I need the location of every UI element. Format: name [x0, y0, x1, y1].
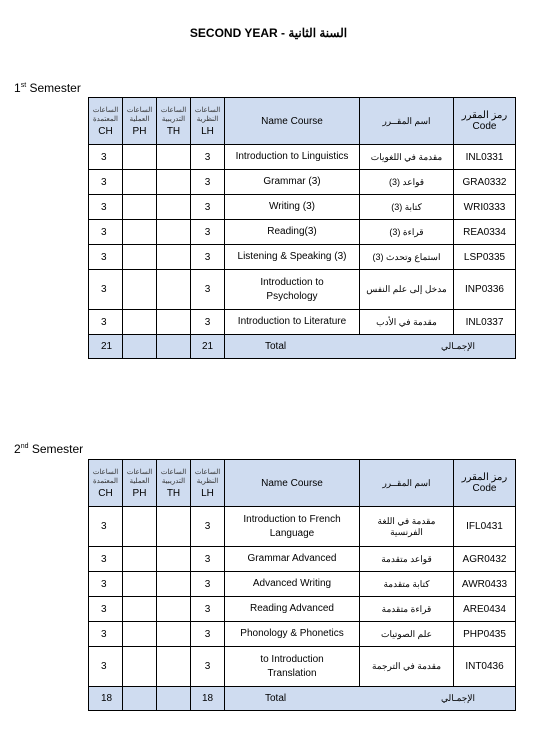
- cell-ph: [123, 310, 157, 335]
- table-header-row: [89, 98, 516, 145]
- cell-th: [157, 507, 191, 547]
- cell-code: LSP0335: [454, 245, 516, 270]
- header-name-ar: اسم المقــرر: [360, 98, 454, 145]
- header-code: رمز المقرر Code: [454, 460, 516, 507]
- cell-ph: [123, 622, 157, 647]
- cell-ph: [123, 220, 157, 245]
- table-row: [89, 547, 516, 572]
- cell-lh: 3: [191, 647, 225, 687]
- header-code: رمز المقرر Code: [454, 98, 516, 145]
- cell-course-name-ar: مقدمة في الترجمة: [360, 647, 454, 687]
- table-row: [89, 597, 516, 622]
- cell-ph: [123, 270, 157, 310]
- total-th: [157, 687, 191, 711]
- total-label-cell: [225, 687, 516, 711]
- total-ph: [123, 687, 157, 711]
- cell-code: INL0337: [454, 310, 516, 335]
- semester-2-table: [88, 459, 516, 711]
- cell-th: [157, 597, 191, 622]
- header-th: الساعات التدريبية TH: [157, 98, 191, 145]
- semester-1-number: 1: [14, 81, 21, 95]
- header-lh: الساعات النظرية LH: [191, 98, 225, 145]
- cell-course-name: Introduction to French Language: [225, 507, 360, 547]
- cell-lh: 3: [191, 145, 225, 170]
- semester-2-text: Semester: [28, 442, 84, 456]
- cell-code: PHP0435: [454, 622, 516, 647]
- cell-ph: [123, 507, 157, 547]
- cell-lh: 3: [191, 245, 225, 270]
- cell-ph: [123, 145, 157, 170]
- cell-course-name-ar: مقدمة في اللغويات: [360, 145, 454, 170]
- cell-ph: [123, 547, 157, 572]
- cell-code: IFL0431: [454, 507, 516, 547]
- cell-lh: 3: [191, 195, 225, 220]
- table-row: [89, 572, 516, 597]
- cell-course-name-ar: قواعد (3): [360, 170, 454, 195]
- cell-ch: 3: [89, 195, 123, 220]
- cell-code: REA0334: [454, 220, 516, 245]
- cell-lh: 3: [191, 597, 225, 622]
- cell-lh: 3: [191, 270, 225, 310]
- table-total-row: [89, 687, 516, 711]
- cell-lh: 3: [191, 622, 225, 647]
- cell-th: [157, 270, 191, 310]
- table-row: [89, 195, 516, 220]
- table-row: [89, 622, 516, 647]
- cell-ch: 3: [89, 245, 123, 270]
- cell-ph: [123, 572, 157, 597]
- cell-course-name-ar: مدخل إلى علم النفس: [360, 270, 454, 310]
- semester-2-suffix: nd: [20, 443, 29, 450]
- cell-course-name-ar: كتابة (3): [360, 195, 454, 220]
- semester-2-heading: [14, 442, 83, 456]
- header-ch: الساعات المعتمدة CH: [89, 98, 123, 145]
- cell-th: [157, 220, 191, 245]
- cell-lh: 3: [191, 220, 225, 245]
- cell-ch: 3: [89, 572, 123, 597]
- cell-course-name: Introduction to Literature: [225, 310, 360, 335]
- header-ch: الساعات المعتمدة CH: [89, 460, 123, 507]
- cell-code: INL0331: [454, 145, 516, 170]
- cell-code: AWR0433: [454, 572, 516, 597]
- cell-ph: [123, 597, 157, 622]
- cell-code: WRI0333: [454, 195, 516, 220]
- cell-lh: 3: [191, 547, 225, 572]
- cell-code: GRA0332: [454, 170, 516, 195]
- total-label-cell: [225, 335, 516, 359]
- total-th: [157, 335, 191, 359]
- page-title: SECOND YEAR - السنة الثانية: [189, 26, 348, 40]
- cell-course-name-ar: مقدمة في اللغة الفرنسية: [360, 507, 454, 547]
- cell-ph: [123, 245, 157, 270]
- semester-1-table: [88, 97, 516, 359]
- table-row: [89, 220, 516, 245]
- cell-code: INT0436: [454, 647, 516, 687]
- semester-1-heading: [14, 81, 81, 95]
- semester-2-number: 2: [14, 442, 21, 456]
- total-lh: 21: [191, 335, 225, 359]
- table-row: [89, 145, 516, 170]
- cell-th: [157, 310, 191, 335]
- cell-th: [157, 145, 191, 170]
- cell-course-name-ar: مقدمة في الأدب: [360, 310, 454, 335]
- cell-course-name: Grammar Advanced: [225, 547, 360, 572]
- total-lh: 18: [191, 687, 225, 711]
- total-label: Total: [265, 693, 287, 704]
- cell-course-name: Phonology & Phonetics: [225, 622, 360, 647]
- header-name-course: Name Course: [225, 460, 360, 507]
- cell-ch: 3: [89, 597, 123, 622]
- cell-lh: 3: [191, 572, 225, 597]
- cell-ch: 3: [89, 507, 123, 547]
- cell-th: [157, 245, 191, 270]
- cell-code: ARE0434: [454, 597, 516, 622]
- header-name-ar: اسم المقــرر: [360, 460, 454, 507]
- total-ph: [123, 335, 157, 359]
- table-row: [89, 270, 516, 310]
- cell-course-name-ar: استماع وتحدث (3): [360, 245, 454, 270]
- cell-code: AGR0432: [454, 547, 516, 572]
- table-row: [89, 245, 516, 270]
- cell-course-name: to Introduction Translation: [225, 647, 360, 687]
- cell-th: [157, 572, 191, 597]
- header-ph: الساعات العملية PH: [123, 460, 157, 507]
- cell-course-name-ar: قراءة متقدمة: [360, 597, 454, 622]
- cell-ch: 3: [89, 310, 123, 335]
- cell-th: [157, 647, 191, 687]
- header-name-course: Name Course: [225, 98, 360, 145]
- cell-ch: 3: [89, 622, 123, 647]
- semester-1-text: Semester: [26, 81, 81, 95]
- total-label-ar: الإجمـالي: [440, 693, 475, 703]
- cell-course-name: Grammar (3): [225, 170, 360, 195]
- cell-course-name-ar: علم الصوتيات: [360, 622, 454, 647]
- cell-course-name: Writing (3): [225, 195, 360, 220]
- semester-1-suffix: st: [20, 82, 27, 89]
- cell-th: [157, 547, 191, 572]
- cell-ch: 3: [89, 220, 123, 245]
- cell-ch: 3: [89, 547, 123, 572]
- cell-lh: 3: [191, 310, 225, 335]
- cell-th: [157, 195, 191, 220]
- cell-ph: [123, 170, 157, 195]
- table-header-row: [89, 460, 516, 507]
- cell-th: [157, 622, 191, 647]
- cell-ph: [123, 647, 157, 687]
- table-row: [89, 647, 516, 687]
- total-label-ar: الإجمـالي: [440, 341, 475, 351]
- table-row: [89, 310, 516, 335]
- cell-course-name: Advanced Writing: [225, 572, 360, 597]
- cell-course-name: Reading Advanced: [225, 597, 360, 622]
- header-th: الساعات التدريبية TH: [157, 460, 191, 507]
- table-row: [89, 507, 516, 547]
- cell-course-name: Introduction to Linguistics: [225, 145, 360, 170]
- cell-ph: [123, 195, 157, 220]
- cell-course-name: Introduction to Psychology: [225, 270, 360, 310]
- cell-code: INP0336: [454, 270, 516, 310]
- total-label: Total: [265, 341, 287, 352]
- table-row: [89, 170, 516, 195]
- cell-course-name-ar: قراءة (3): [360, 220, 454, 245]
- cell-ch: 3: [89, 145, 123, 170]
- cell-th: [157, 170, 191, 195]
- cell-course-name-ar: قواعد متقدمة: [360, 547, 454, 572]
- total-ch: 18: [89, 687, 123, 711]
- cell-course-name: Listening & Speaking (3): [225, 245, 360, 270]
- cell-course-name: Reading(3): [225, 220, 360, 245]
- total-ch: 21: [89, 335, 123, 359]
- cell-ch: 3: [89, 170, 123, 195]
- header-ph: الساعات العملية PH: [123, 98, 157, 145]
- cell-ch: 3: [89, 270, 123, 310]
- cell-lh: 3: [191, 170, 225, 195]
- cell-lh: 3: [191, 507, 225, 547]
- header-lh: الساعات النظرية LH: [191, 460, 225, 507]
- table-total-row: [89, 335, 516, 359]
- cell-ch: 3: [89, 647, 123, 687]
- cell-course-name-ar: كتابة متقدمة: [360, 572, 454, 597]
